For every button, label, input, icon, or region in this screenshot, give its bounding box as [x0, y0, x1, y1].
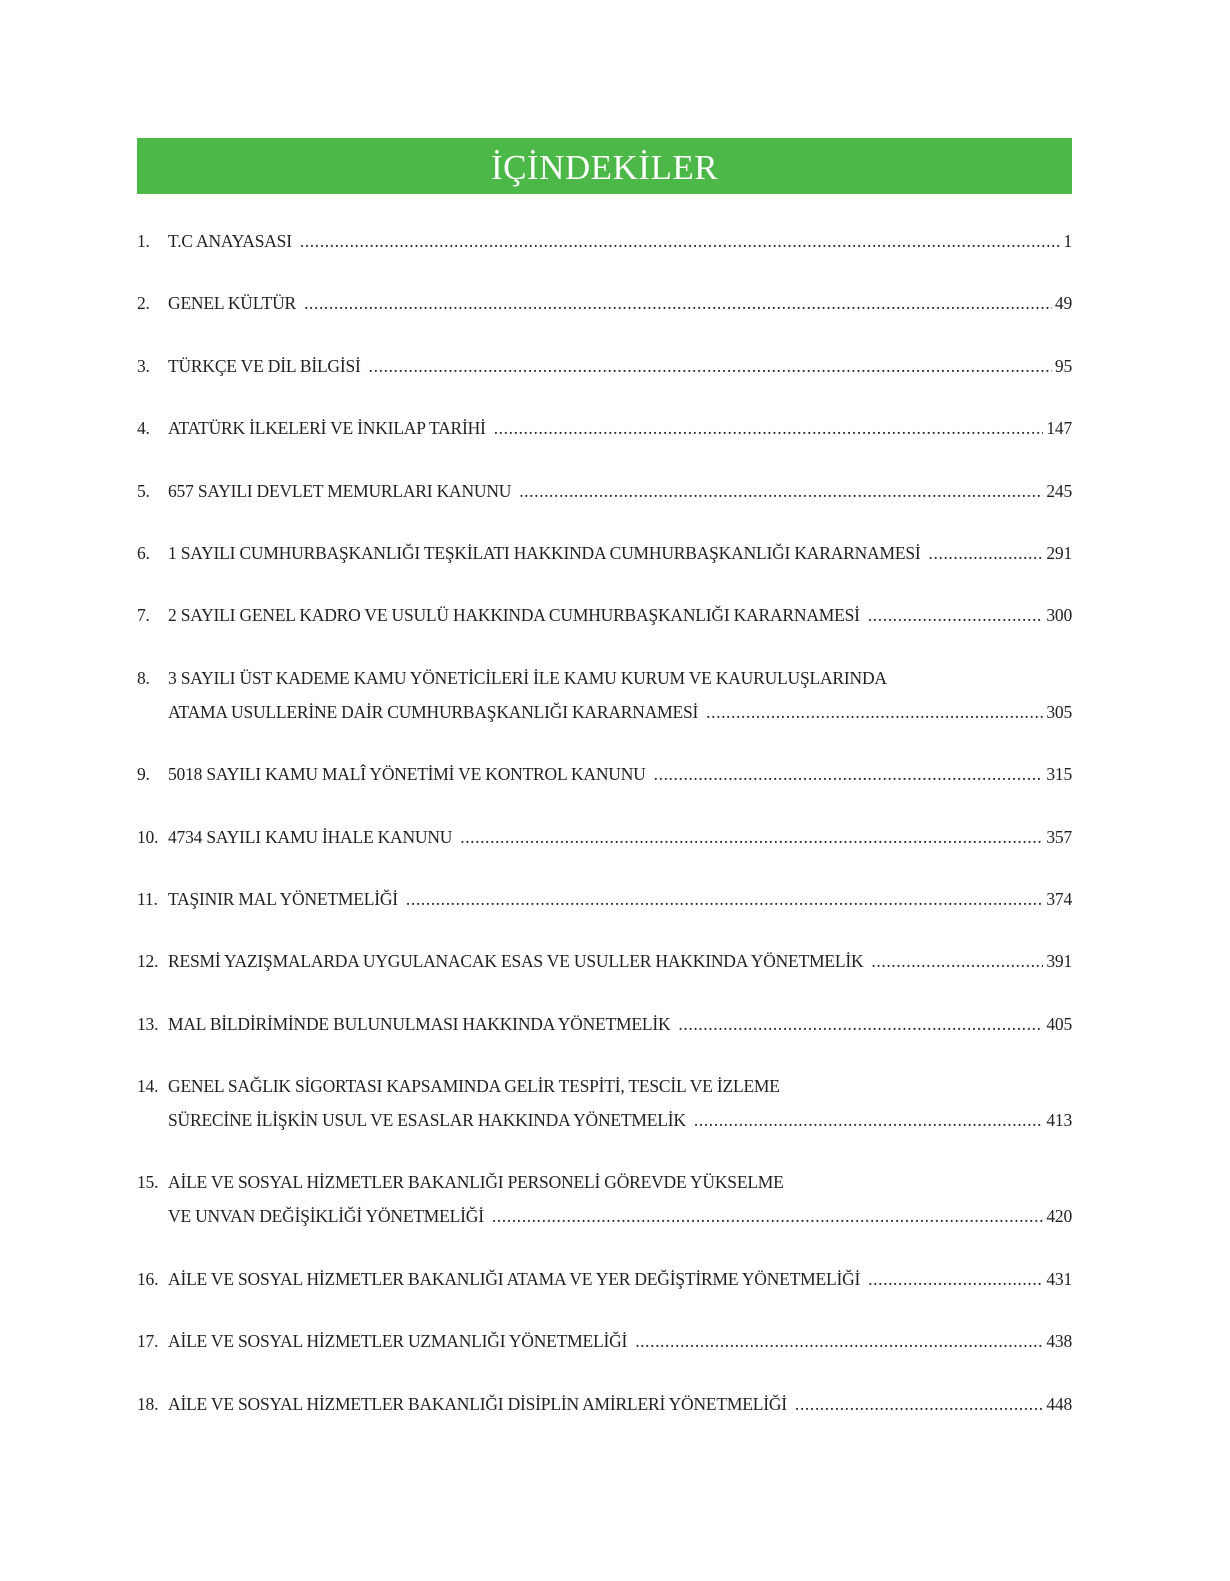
- toc-leader-dots: [406, 882, 1043, 916]
- toc-page-number: 448: [1046, 1393, 1072, 1414]
- toc-entry-title: 2 SAYILI GENEL KADRO VE USULÜ HAKKINDA CUMHURBAŞKANLIĞI KARARNAMESİ: [168, 605, 860, 626]
- toc-page-number: 49: [1054, 293, 1072, 314]
- toc-page-number: 300: [1046, 605, 1072, 626]
- toc-entry[interactable]: [137, 661, 1072, 729]
- toc-entry-title: VE UNVAN DEĞİŞİKLİĞİ YÖNETMELİĞİ: [168, 1206, 484, 1227]
- toc-page-number: 315: [1046, 764, 1072, 785]
- toc-entry-number: 17.: [137, 1331, 159, 1352]
- toc-entry-line: [137, 1007, 1072, 1041]
- toc-leader-dots: [694, 1103, 1044, 1137]
- toc-entry-line: [137, 820, 1072, 854]
- toc-entry-line: [137, 1262, 1072, 1296]
- toc-entry-title: RESMİ YAZIŞMALARDA UYGULANACAK ESAS VE USULLER HAKKINDA YÖNETMELİK: [168, 951, 864, 972]
- toc-leader-dots: [494, 411, 1044, 445]
- toc-page-number: 305: [1046, 701, 1072, 722]
- toc-entry-line: [137, 1324, 1072, 1358]
- toc-page-number: 357: [1046, 826, 1072, 847]
- toc-entry-title: ATAMA USULLERİNE DAİR CUMHURBAŞKANLIĞI KARARNAMESİ: [168, 701, 699, 722]
- toc-entry-line: [137, 1069, 1072, 1103]
- toc-entry-number: 7.: [137, 605, 150, 626]
- toc-entry-number: 18.: [137, 1393, 159, 1414]
- toc-entry-title: AİLE VE SOSYAL HİZMETLER BAKANLIĞI PERSONELİ GÖREVDE YÜKSELME: [168, 1172, 784, 1193]
- toc-entry-line: [137, 757, 1072, 791]
- toc-page-number: 391: [1046, 951, 1072, 972]
- toc-entry-line: [137, 286, 1072, 320]
- toc-leader-dots: [654, 757, 1044, 791]
- toc-entry-title: ATATÜRK İLKELERİ VE İNKILAP TARİHİ: [168, 418, 486, 439]
- toc-entry-line: [137, 598, 1072, 632]
- toc-page-number: 291: [1046, 542, 1072, 563]
- table-of-contents: [137, 224, 1072, 1449]
- toc-entry-title: 3 SAYILI ÜST KADEME KAMU YÖNETİCİLERİ İLE KAMU KURUM VE KAURULUŞLARINDA: [168, 667, 887, 688]
- toc-page-number: 95: [1054, 355, 1072, 376]
- toc-entry-number: 10.: [137, 826, 159, 847]
- toc-header-bar: [137, 138, 1072, 194]
- toc-entry-title: AİLE VE SOSYAL HİZMETLER BAKANLIĞI ATAMA VE YER DEĞİŞTİRME YÖNETMELİĞİ: [168, 1268, 861, 1289]
- toc-entry-number: 1.: [137, 231, 150, 251]
- toc-page-number: 1: [1063, 231, 1072, 251]
- toc-entry-number: 3.: [137, 355, 150, 376]
- toc-entry[interactable]: [137, 1324, 1072, 1358]
- toc-entry[interactable]: [137, 820, 1072, 854]
- toc-entry-line: [137, 536, 1072, 570]
- toc-entry[interactable]: [137, 349, 1072, 383]
- toc-entry-line: [137, 1387, 1072, 1421]
- toc-entry-number: 4.: [137, 418, 150, 439]
- toc-entry-number: 2.: [137, 293, 150, 314]
- toc-leader-dots: [460, 820, 1043, 854]
- toc-leader-dots: [678, 1007, 1043, 1041]
- toc-entry[interactable]: [137, 411, 1072, 445]
- toc-entry[interactable]: [137, 1069, 1072, 1137]
- toc-leader-dots: [492, 1199, 1044, 1233]
- toc-page-number: 438: [1046, 1331, 1072, 1352]
- toc-entry-title: TAŞINIR MAL YÖNETMELİĞİ: [168, 888, 398, 909]
- toc-leader-dots: [300, 224, 1061, 258]
- page-title: İÇİNDEKİLER: [490, 147, 719, 187]
- toc-page-number: 405: [1046, 1013, 1072, 1034]
- toc-entry-line: [137, 411, 1072, 445]
- toc-leader-dots: [795, 1387, 1043, 1421]
- toc-entry-title: 4734 SAYILI KAMU İHALE KANUNU: [168, 826, 453, 847]
- toc-entry-line: [137, 349, 1072, 383]
- toc-entry[interactable]: [137, 536, 1072, 570]
- toc-page-number: 413: [1046, 1110, 1072, 1131]
- toc-entry-line: [137, 474, 1072, 508]
- toc-entry-line: [137, 882, 1072, 916]
- toc-leader-dots: [868, 1262, 1043, 1296]
- toc-entry-number: 8.: [137, 667, 150, 688]
- toc-entry-number: 12.: [137, 951, 159, 972]
- toc-entry-number: 15.: [137, 1172, 159, 1193]
- toc-entry-number: 16.: [137, 1268, 159, 1289]
- toc-entry-number: 9.: [137, 764, 150, 785]
- toc-leader-dots: [369, 349, 1052, 383]
- toc-entry-number: 13.: [137, 1013, 159, 1034]
- toc-leader-dots: [706, 695, 1043, 729]
- toc-entry-title: AİLE VE SOSYAL HİZMETLER UZMANLIĞI YÖNETMELİĞİ: [168, 1331, 628, 1352]
- toc-entry-line: [137, 944, 1072, 978]
- toc-entry[interactable]: [137, 757, 1072, 791]
- toc-entry[interactable]: [137, 1007, 1072, 1041]
- toc-entry-line: [137, 695, 1072, 729]
- toc-entry-number: 5.: [137, 480, 150, 501]
- toc-entry-title: 5018 SAYILI KAMU MALÎ YÖNETİMİ VE KONTROL KANUNU: [168, 764, 646, 785]
- toc-entry-number: 11.: [137, 888, 158, 909]
- toc-page-number: 374: [1046, 888, 1072, 909]
- toc-entry-title: 657 SAYILI DEVLET MEMURLARI KANUNU: [168, 480, 512, 501]
- toc-leader-dots: [304, 286, 1052, 320]
- toc-entry-title: SÜRECİNE İLİŞKİN USUL VE ESASLAR HAKKINDA YÖNETMELİK: [168, 1110, 686, 1131]
- toc-entry-number: 6.: [137, 542, 150, 563]
- toc-entry-title: AİLE VE SOSYAL HİZMETLER BAKANLIĞI DİSİPLİN AMİRLERİ YÖNETMELİĞİ: [168, 1393, 787, 1414]
- toc-entry[interactable]: [137, 1262, 1072, 1296]
- toc-entry-title: MAL BİLDİRİMİNDE BULUNULMASI HAKKINDA YÖNETMELİK: [168, 1013, 671, 1034]
- toc-leader-dots: [635, 1324, 1043, 1358]
- toc-entry[interactable]: [137, 944, 1072, 978]
- toc-entry-line: [137, 1165, 1072, 1199]
- toc-entry-title: GENEL KÜLTÜR: [168, 293, 297, 314]
- toc-leader-dots: [871, 944, 1043, 978]
- toc-entry[interactable]: [137, 1387, 1072, 1421]
- toc-entry-title: GENEL SAĞLIK SİGORTASI KAPSAMINDA GELİR TESPİTİ, TESCİL VE İZLEME: [168, 1076, 780, 1097]
- toc-entry-title: T.C ANAYASASI: [168, 231, 292, 251]
- toc-page-number: 245: [1046, 480, 1072, 501]
- toc-entry-title: 1 SAYILI CUMHURBAŞKANLIĞI TEŞKİLATI HAKKINDA CUMHURBAŞKANLIĞI KARARNAMESİ: [168, 542, 921, 563]
- toc-page-number: 420: [1046, 1206, 1072, 1227]
- toc-entry[interactable]: [137, 474, 1072, 508]
- toc-leader-dots: [519, 474, 1043, 508]
- toc-entry[interactable]: [137, 286, 1072, 320]
- toc-leader-dots: [929, 536, 1044, 570]
- toc-page-number: 147: [1046, 418, 1072, 439]
- toc-page-number: 431: [1046, 1268, 1072, 1289]
- toc-entry[interactable]: [137, 598, 1072, 632]
- toc-leader-dots: [868, 598, 1044, 632]
- toc-entry-number: 14.: [137, 1076, 159, 1097]
- toc-entry[interactable]: [137, 224, 1072, 258]
- toc-entry-title: TÜRKÇE VE DİL BİLGİSİ: [168, 355, 361, 376]
- toc-entry[interactable]: [137, 1165, 1072, 1233]
- toc-entry-line: [137, 661, 1072, 695]
- toc-entry-line: [137, 1199, 1072, 1233]
- toc-entry[interactable]: [137, 882, 1072, 916]
- toc-entry-line: [137, 224, 1072, 258]
- toc-entry-line: [137, 1103, 1072, 1137]
